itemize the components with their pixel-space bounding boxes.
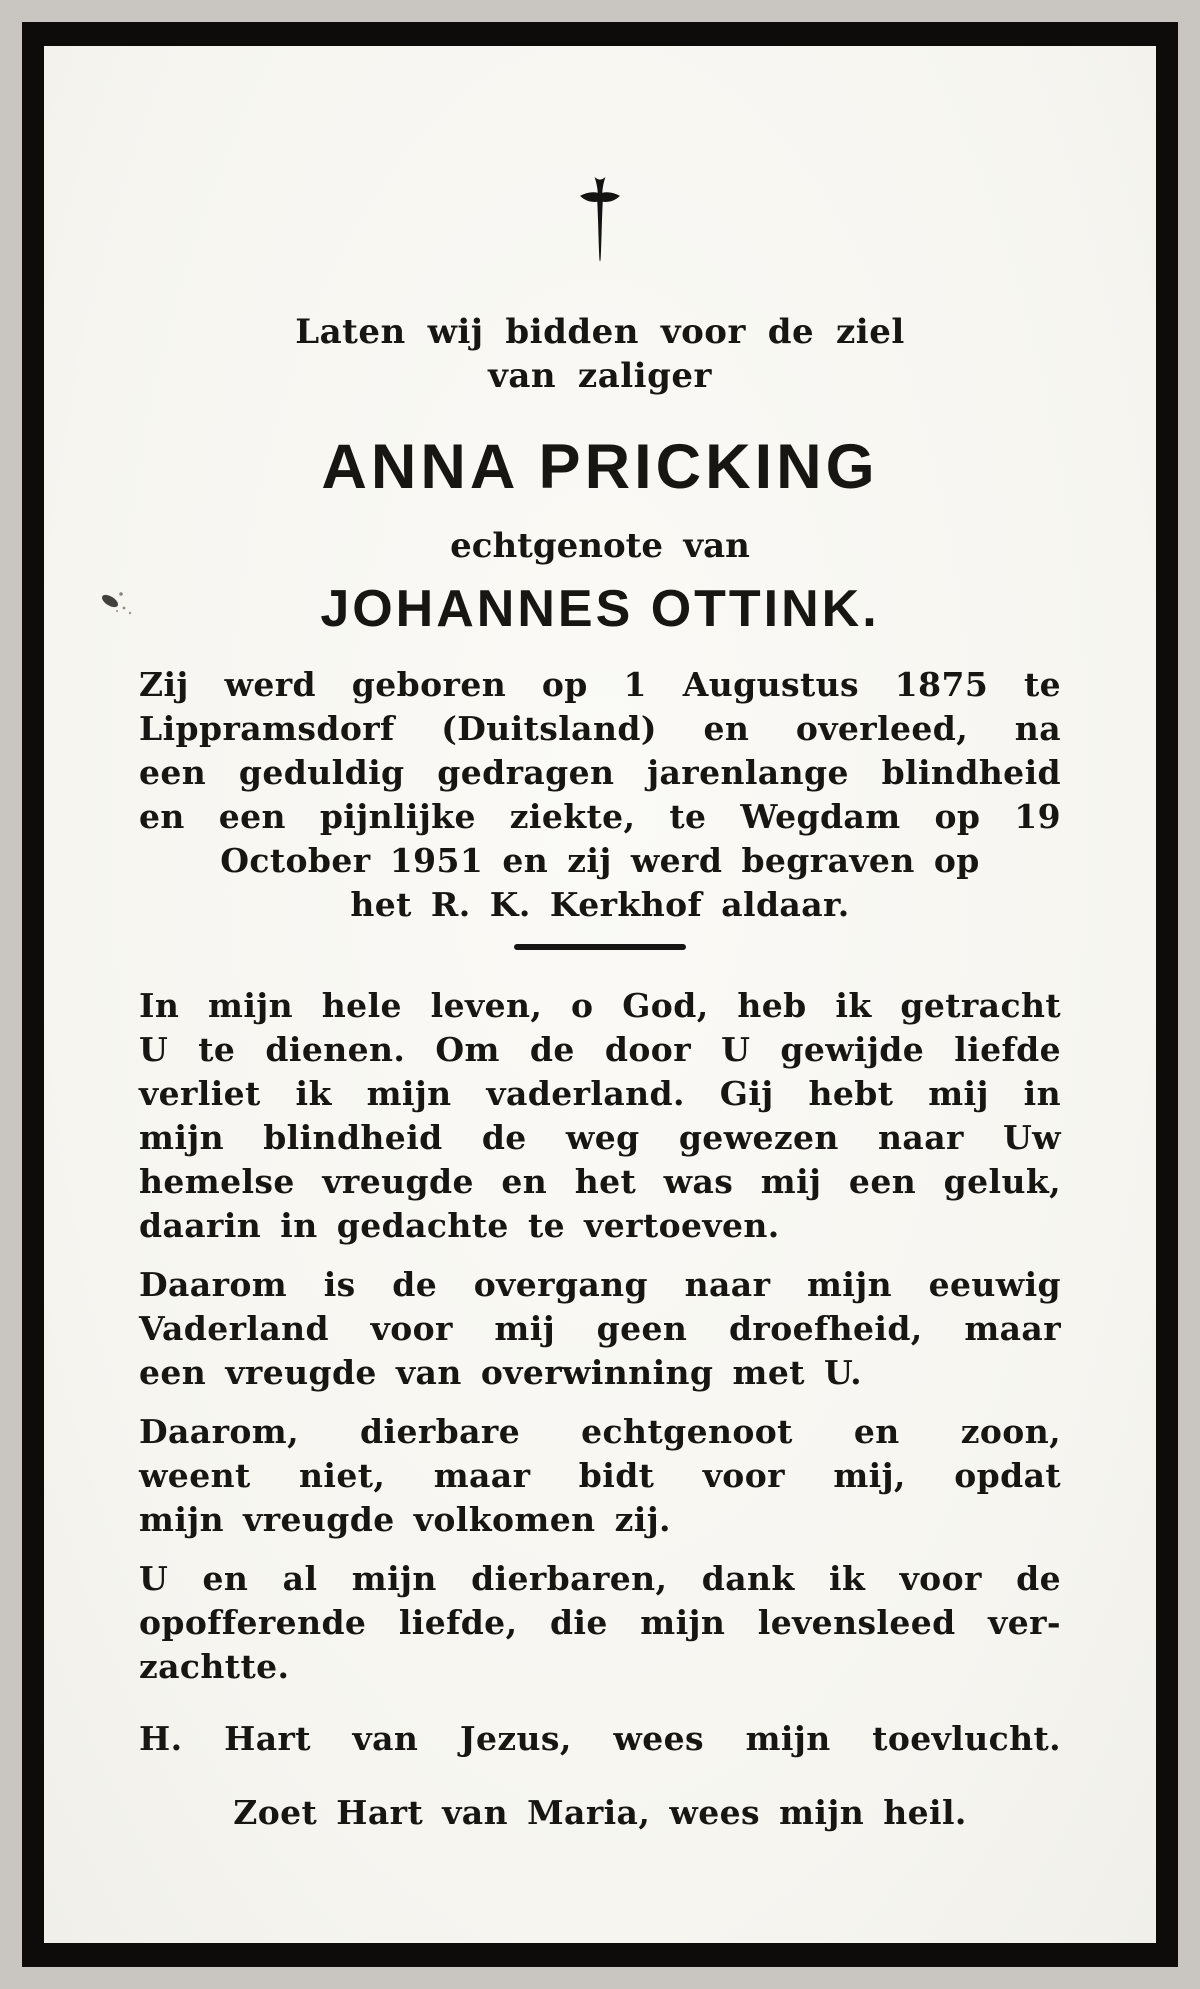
cross-container — [139, 46, 1061, 278]
card-paper — [44, 46, 1156, 1943]
intro-line: van zaliger — [488, 356, 712, 396]
prayer-line: In mijn hele leven, o God, heb ik getracht — [139, 986, 1061, 1025]
section-divider — [514, 944, 686, 950]
relation-label: echtgenote van — [450, 526, 750, 566]
deceased-name: ANNA PRICKING — [321, 432, 879, 502]
card-frame — [22, 22, 1178, 1967]
prayer-paragraph-4 — [139, 1557, 1061, 1689]
biography-paragraph — [139, 663, 1061, 927]
prayer-line: zachtte. — [139, 1647, 290, 1686]
prayer-line: een vreugde van overwinning met U. — [139, 1353, 863, 1392]
prayer-line: verliet ik mijn vaderland. Gij hebt mij in — [139, 1074, 1061, 1113]
prayer-line: daarin in gedachte te vertoeven. — [139, 1206, 780, 1245]
prayer-line: mijn blindheid de weg gewezen naar Uw — [139, 1118, 1061, 1157]
biography-line: Zij werd geboren op 1 Augustus 1875 te — [139, 665, 1061, 704]
invocation-line: Zoet Hart van Maria, wees mijn heil. — [233, 1793, 967, 1832]
invocation-maria — [139, 1791, 1061, 1835]
prayer-line: hemelse vreugde en het was mij een geluk, — [139, 1162, 1061, 1201]
biography-line: het R. K. Kerkhof aldaar. — [350, 885, 850, 924]
intro-line: Laten wij bidden voor de ziel — [295, 312, 905, 352]
prayer-paragraph-3 — [139, 1410, 1061, 1542]
prayer-line: U te dienen. Om de door U gewijde liefde — [139, 1030, 1061, 1069]
prayer-line: Vaderland voor mij geen droefheid, maar — [139, 1309, 1061, 1348]
prayer-paragraph-2 — [139, 1263, 1061, 1395]
ink-smudge — [94, 584, 138, 628]
invocation-line: H. Hart van Jezus, wees mijn toevlucht. — [139, 1719, 1061, 1758]
prayer-line: opofferende liefde, die mijn levensleed ver- — [139, 1603, 1061, 1642]
intro-text — [139, 310, 1061, 398]
invocation-jesus — [139, 1717, 1061, 1761]
biography-line: een geduldig gedragen jarenlange blindheid — [139, 753, 1061, 792]
prayer-line: Daarom is de overgang naar mijn eeuwig — [139, 1265, 1061, 1304]
biography-line: October 1951 en zij werd begraven op — [220, 841, 980, 880]
prayer-paragraph-1 — [139, 984, 1061, 1248]
biography-line: en een pijnlijke ziekte, te Wegdam op 19 — [139, 797, 1061, 836]
prayer-line: Daarom, dierbare echtgenoot en zoon, — [139, 1412, 1061, 1451]
prayer-line: weent niet, maar bidt voor mij, opdat — [139, 1456, 1061, 1495]
prayer-line: mijn vreugde volkomen zij. — [139, 1500, 671, 1539]
prayer-line: U en al mijn dierbaren, dank ik voor de — [139, 1559, 1061, 1598]
latin-cross-icon — [571, 174, 629, 274]
biography-line: Lippramsdorf (Duitsland) en overleed, na — [139, 709, 1061, 748]
spouse-name: JOHANNES OTTINK. — [320, 580, 880, 638]
